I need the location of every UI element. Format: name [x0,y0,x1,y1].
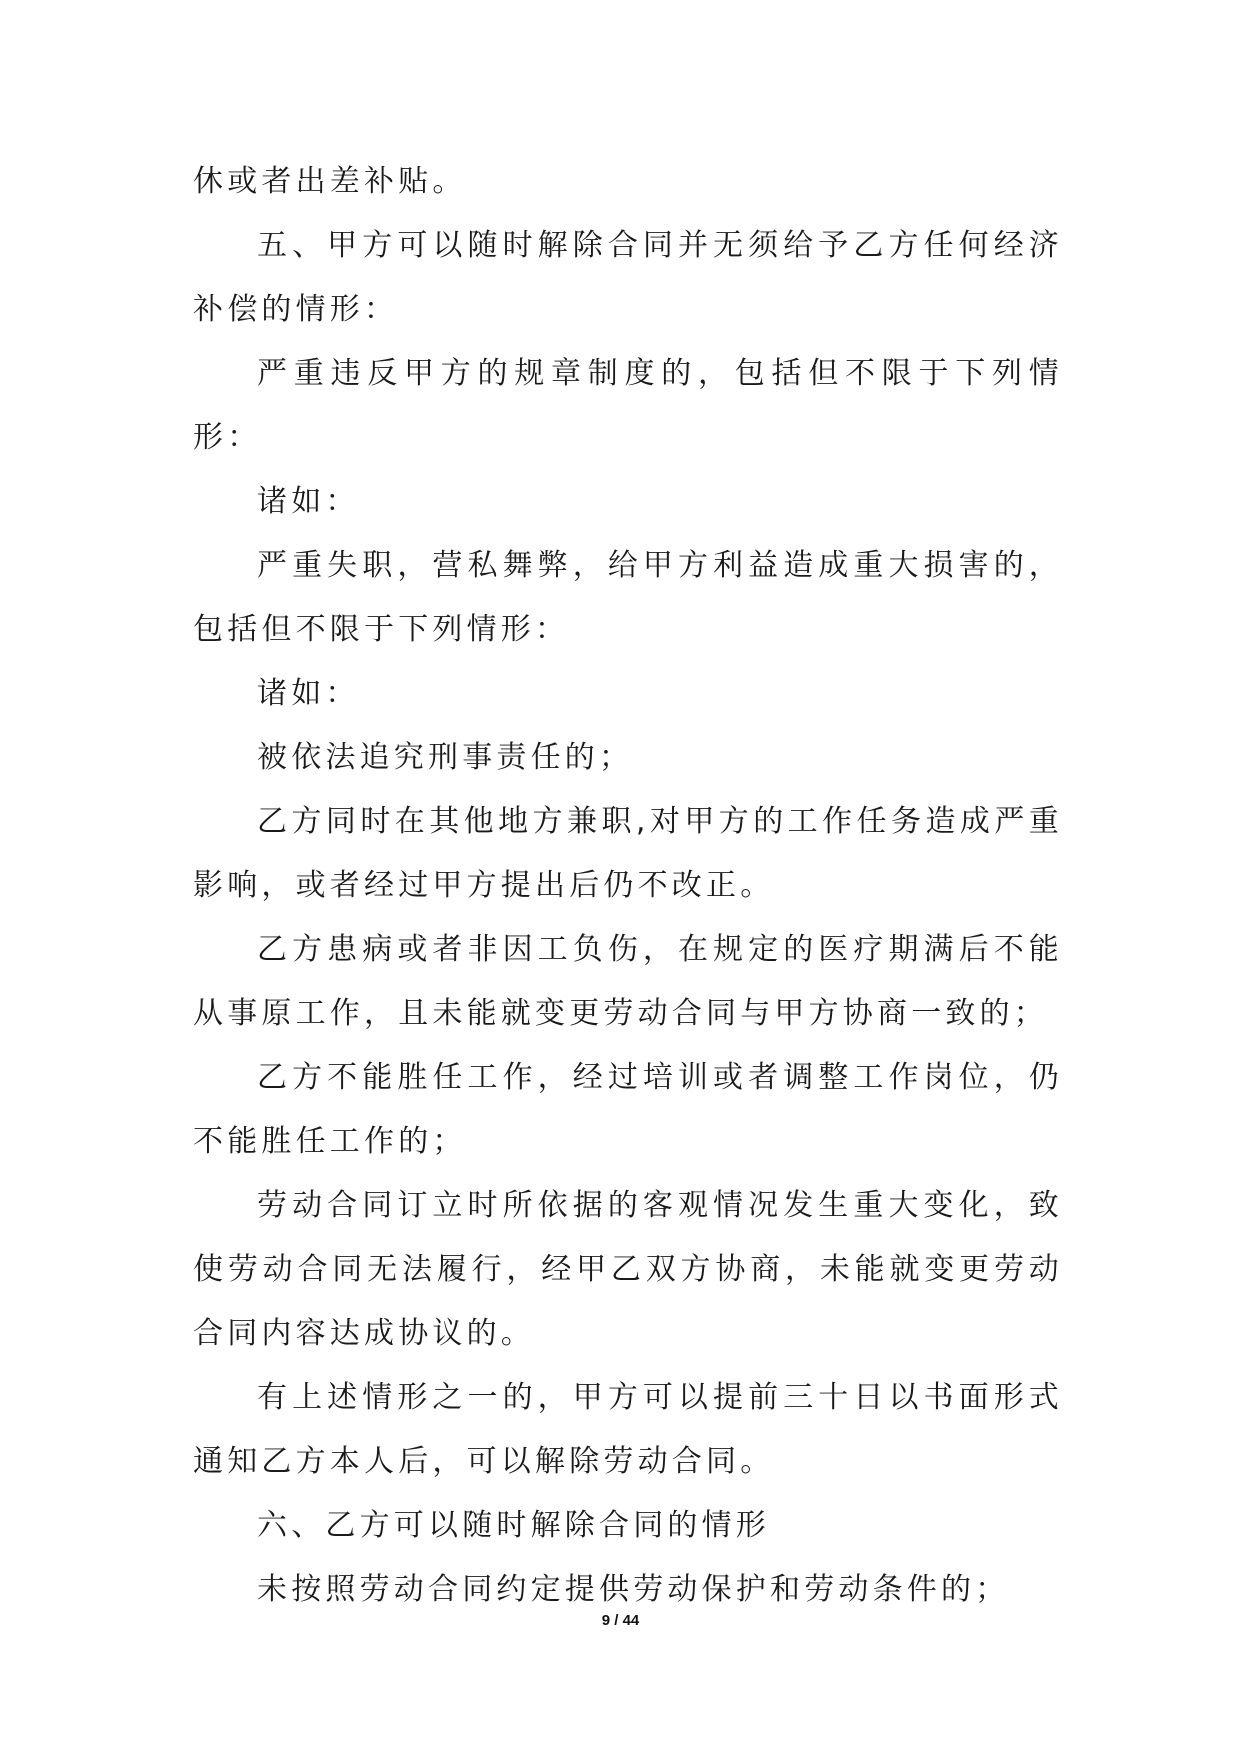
paragraph-14: 未按照劳动合同约定提供劳动保护和劳动条件的； [257,1572,1010,1607]
paragraph-6: 诸如： [257,676,360,711]
paragraph-1: 休或者出差补贴。 [193,164,467,199]
paragraph-2: 五、甲方可以随时解除合同并无须给予乙方任何经济补偿的情形： [193,228,1063,327]
paragraph-4: 诸如： [257,484,360,519]
paragraph-5: 严重失职，营私舞弊，给甲方利益造成重大损害的，包括但不限于下列情形： [193,548,1063,647]
paragraph-11: 劳动合同订立时所依据的客观情况发生重大变化，致使劳动合同无法履行，经甲乙双方协商，未能就变更劳动合同内容达成协议的。 [193,1188,1063,1351]
page-number: 9 / 44 [601,1612,640,1629]
paragraph-3: 严重违反甲方的规章制度的，包括但不限于下列情形： [193,356,1063,455]
paragraph-7: 被依法追究刑事责任的； [257,740,634,775]
paragraph-9: 乙方患病或者非因工负伤，在规定的医疗期满后不能从事原工作，且未能就变更劳动合同与甲方协商一致的； [193,932,1063,1031]
paragraph-12: 有上述情形之一的，甲方可以提前三十日以书面形式通知乙方本人后，可以解除劳动合同。 [193,1380,1063,1479]
paragraph-10: 乙方不能胜任工作，经过培训或者调整工作岗位，仍不能胜任工作的； [193,1060,1063,1159]
paragraph-8: 乙方同时在其他地方兼职,对甲方的工作任务造成严重影响，或者经过甲方提出后仍不改正。 [193,804,1063,903]
document-body [193,150,1063,1622]
paragraph-13: 六、乙方可以随时解除合同的情形 [257,1508,770,1543]
